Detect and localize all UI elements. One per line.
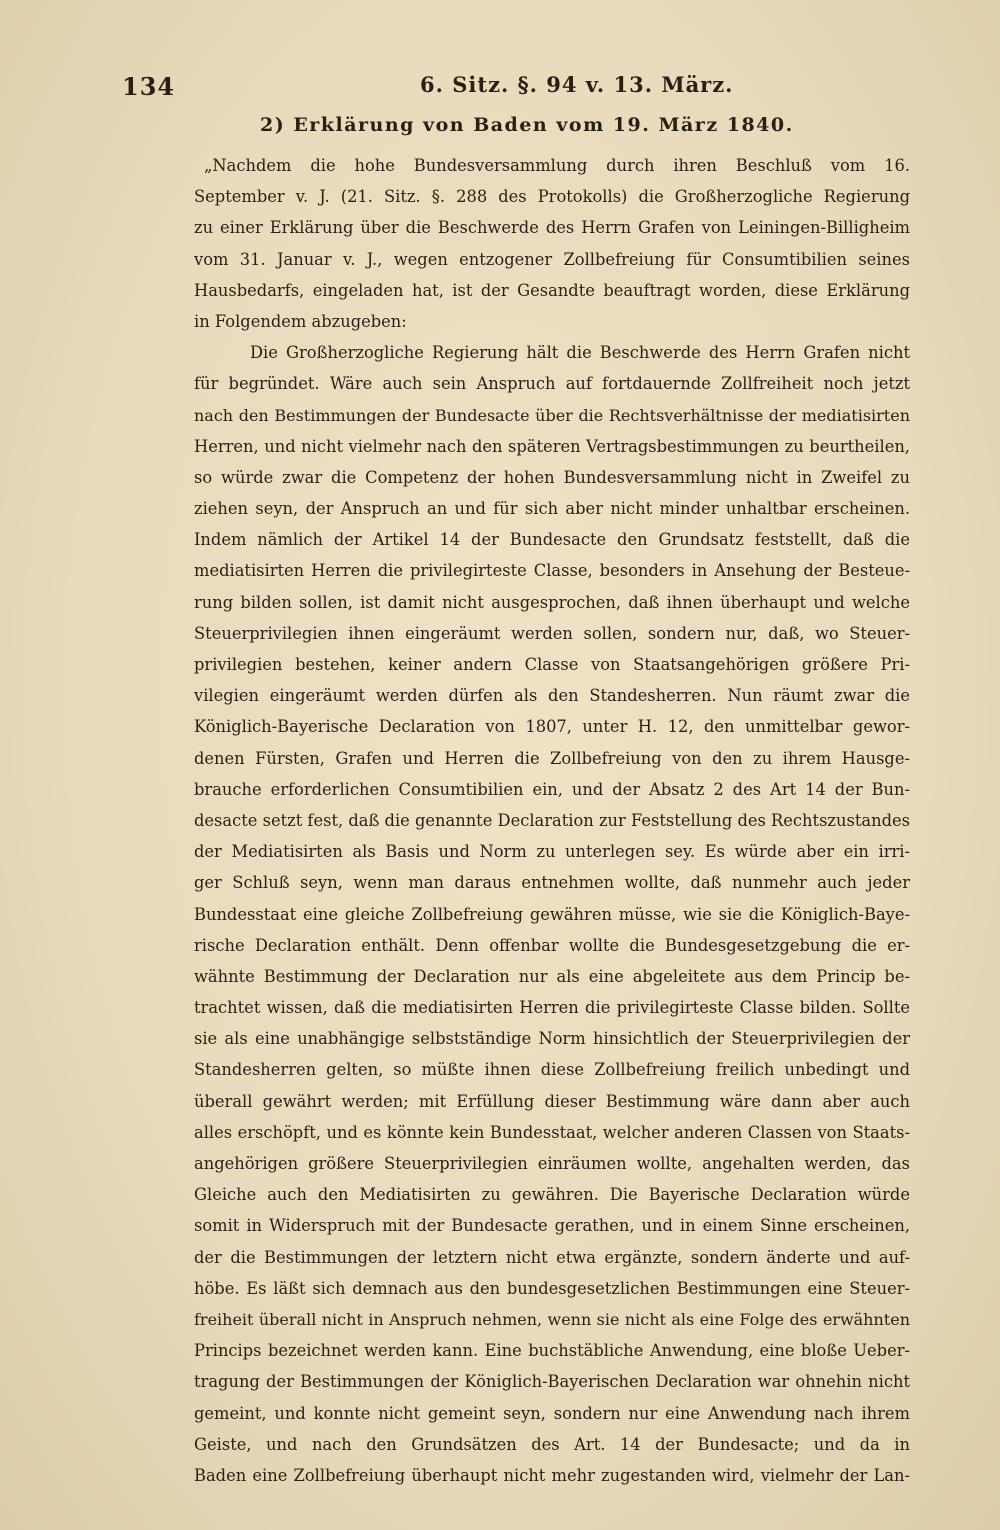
running-head: 6. Sitz. §. 94 v. 13. März.: [420, 72, 734, 97]
text-line: Bundesstaat eine gleiche Zollbefreiung gewähren müsse, wie sie die Königlich-Baye-: [194, 904, 910, 924]
text-line: der Mediatisirten als Basis und Norm zu unterlegen sey. Es würde aber ein irri-: [194, 842, 910, 862]
text-line: Steuerprivilegien ihnen eingeräumt werden sollen, sondern nur, daß, wo Steuer-: [194, 623, 910, 643]
body-text: [194, 150, 910, 1491]
text-line: gemeint, und konnte nicht gemeint seyn, sondern nur eine Anwendung nach ihrem: [194, 1403, 910, 1423]
text-line: „Nachdem die hohe Bundesversammlung durch ihren Beschluß vom 16.: [204, 156, 910, 175]
text-line: denen Fürsten, Grafen und Herren die Zollbefreiung von den zu ihrem Hausge-: [194, 748, 910, 768]
text-line: Indem nämlich der Artikel 14 der Bundesacte den Grundsatz feststellt, daß die: [194, 530, 910, 550]
text-line: Geiste, und nach den Grundsätzen des Art. 14 der Bundesacte; und da in: [194, 1434, 910, 1454]
text-line: Princips bezeichnet werden kann. Eine buchstäbliche Anwendung, eine bloße Ueber-: [194, 1341, 910, 1361]
text-line: ziehen seyn, der Anspruch an und für sich aber nicht minder unhaltbar erscheinen.: [194, 499, 910, 519]
text-line: mediatisirten Herren die privilegirteste Classe, besonders in Ansehung der Besteue-: [194, 561, 910, 581]
text-line: trachtet wissen, daß die mediatisirten Herren die privilegirteste Classe bilden. Sollte: [194, 998, 910, 1018]
text-line: alles erschöpft, und es könnte kein Bundesstaat, welcher anderen Classen von Staats-: [194, 1122, 910, 1142]
text-line: Baden eine Zollbefreiung überhaupt nicht mehr zugestanden wird, vielmehr der Lan-: [194, 1465, 910, 1485]
text-line: höbe. Es läßt sich demnach aus den bundesgesetzlichen Bestimmungen eine Steuer-: [194, 1278, 910, 1298]
text-line: der die Bestimmungen der letztern nicht etwa ergänzte, sondern änderte und auf-: [194, 1247, 910, 1267]
text-line: Standesherren gelten, so müßte ihnen diese Zollbefreiung freilich unbedingt und: [194, 1060, 910, 1080]
text-line: tragung der Bestimmungen der Königlich-Bayerischen Declaration war ohnehin nicht: [194, 1372, 910, 1392]
text-line: sie als eine unabhängige selbstständige Norm hinsichtlich der Steuerprivilegien der: [194, 1029, 910, 1049]
section-title: 2) Erklärung von Baden vom 19. März 1840.: [260, 114, 794, 136]
text-line: rung bilden sollen, ist damit nicht ausgesprochen, daß ihnen überhaupt und welche: [194, 592, 910, 612]
text-line: privilegien bestehen, keiner andern Classe von Staatsangehörigen größere Pri-: [194, 655, 910, 674]
text-line: nach den Bestimmungen der Bundesacte über die Rechtsverhältnisse der mediatisirten: [194, 405, 910, 425]
text-line: in Folgendem abzugeben:: [194, 311, 407, 331]
text-line: somit in Widerspruch mit der Bundesacte gerathen, und in einem Sinne erscheinen,: [194, 1216, 910, 1236]
text-line: für begründet. Wäre auch sein Anspruch auf fortdauernde Zollfreiheit noch jetzt: [194, 374, 910, 394]
text-line: freiheit überall nicht in Anspruch nehmen, wenn sie nicht als eine Folge des erwähnten: [194, 1309, 910, 1329]
text-line: Herren, und nicht vielmehr nach den späteren Vertragsbestimmungen zu beurtheilen,: [194, 436, 910, 456]
text-line: zu einer Erklärung über die Beschwerde des Herrn Grafen von Leiningen-Billigheim: [194, 218, 910, 238]
text-line: wähnte Bestimmung der Declaration nur als eine abgeleitete aus dem Princip be-: [194, 966, 910, 986]
text-line: Die Großherzogliche Regierung hält die Beschwerde des Herrn Grafen nicht: [250, 343, 910, 363]
page-number: 134: [122, 72, 176, 101]
text-line: Gleiche auch den Mediatisirten zu gewähren. Die Bayerische Declaration würde: [194, 1185, 910, 1205]
text-line: ger Schluß seyn, wenn man daraus entnehmen wollte, daß nunmehr auch jeder: [194, 873, 910, 893]
text-line: vom 31. Januar v. J., wegen entzogener Zollbefreiung für Consumtibilien seines: [194, 249, 910, 269]
text-line: angehörigen größere Steuerprivilegien einräumen wollte, angehalten werden, das: [194, 1154, 910, 1173]
text-line: brauche erforderlichen Consumtibilien ein, und der Absatz 2 des Art 14 der Bun-: [194, 779, 910, 799]
text-line: Hausbedarfs, eingeladen hat, ist der Gesandte beauftragt worden, diese Erklärung: [194, 280, 910, 300]
text-line: Königlich-Bayerische Declaration von 1807, unter H. 12, den unmittelbar gewor-: [194, 717, 910, 737]
text-line: September v. J. (21. Sitz. §. 288 des Protokolls) die Großherzogliche Regierung: [194, 187, 910, 207]
text-line: rische Declaration enthält. Denn offenbar wollte die Bundesgesetzgebung die er-: [194, 935, 910, 955]
text-line: desacte setzt fest, daß die genannte Declaration zur Feststellung des Rechtszustandes: [194, 810, 910, 830]
text-line: vilegien eingeräumt werden dürfen als den Standesherren. Nun räumt zwar die: [194, 686, 910, 706]
text-line: überall gewährt werden; mit Erfüllung dieser Bestimmung wäre dann aber auch: [194, 1091, 910, 1111]
text-line: so würde zwar die Competenz der hohen Bundesversammlung nicht in Zweifel zu: [194, 467, 910, 487]
